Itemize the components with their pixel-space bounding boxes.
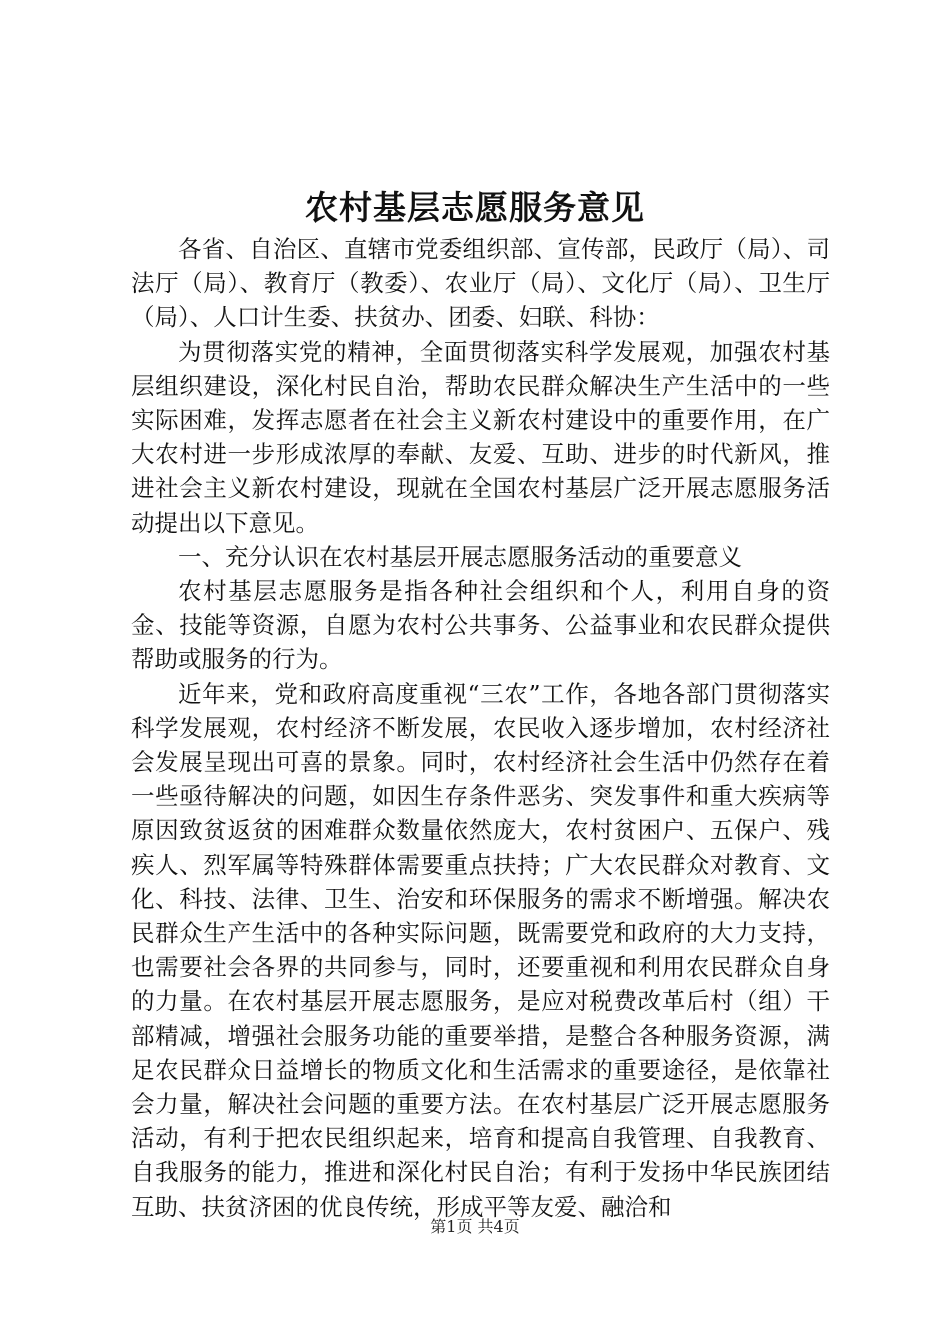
paragraph-salutation: 各省、自治区、直辖市党委组织部、宣传部，民政厅（局）、司法厅（局）、教育厅（教委）、农业厅（局）、文化厅（局）、卫生厅（局）、人口计生委、扶贫办、团委、妇联、科协： xyxy=(131,235,830,332)
paragraph-background: 近年来，党和政府高度重视“三农”工作，各地各部门贯彻落实科学发展观，农村经济不断发展，农民收入逐步增加，农村经济社会发展呈现出可喜的景象。同时，农村经济社会生活中仍然存在着一些亟待解决的问题，如因生存条件恶劣、突发事件和重大疾病等原因致贫返贫的困难群众数量依然庞大，农村贫困户、五保户、残疾人、烈军属等特殊群体需要重点扶持；广大农民群众对教育、文化、科技、法律、卫生、治安和环保服务的需求不断增强。解决农民群众生产生活中的各种实际问题，既需要党和政府的大力支持，也需要社会各界的共同参与，同时，还要重视和利用农民群众自身的力量。在农村基层开展志愿服务，是应对税费改革后村（组）干部精减，增强社会服务功能的重要举措，是整合各种服务资源，满足农民群众日益增长的物质文化和生活需求的重要途径，是依靠社会力量，解决社会问题的重要方法。在农村基层广泛开展志愿服务活动，有利于把农民组织起来，培育和提高自我管理、自我教育、自我服务的能力，推进和深化村民自治；有利于发扬中华民族团结互助、扶贫济困的优良传统，形成平等友爱、融洽和 xyxy=(131,679,830,1221)
paragraph-definition: 农村基层志愿服务是指各种社会组织和个人，利用自身的资金、技能等资源，自愿为农村公共事务、公益事业和农民群众提供帮助或服务的行为。 xyxy=(131,577,830,674)
section-heading-1: 一、充分认识在农村基层开展志愿服务活动的重要意义 xyxy=(178,542,742,571)
document-body xyxy=(131,232,830,1221)
paragraph-intro: 为贯彻落实党的精神，全面贯彻落实科学发展观，加强农村基层组织建设，深化村民自治，帮助农民群众解决生产生活中的一些实际困难，发挥志愿者在社会主义新农村建设中的重要作用，在广大农村进一步形成浓厚的奉献、友爱、互助、进步的时代新风，推进社会主义新农村建设，现就在全国农村基层广泛开展志愿服务活动提出以下意见。 xyxy=(131,337,830,537)
page-number: 第1页 共4页 xyxy=(430,1217,520,1236)
document-title: 农村基层志愿服务意见 xyxy=(305,188,645,227)
